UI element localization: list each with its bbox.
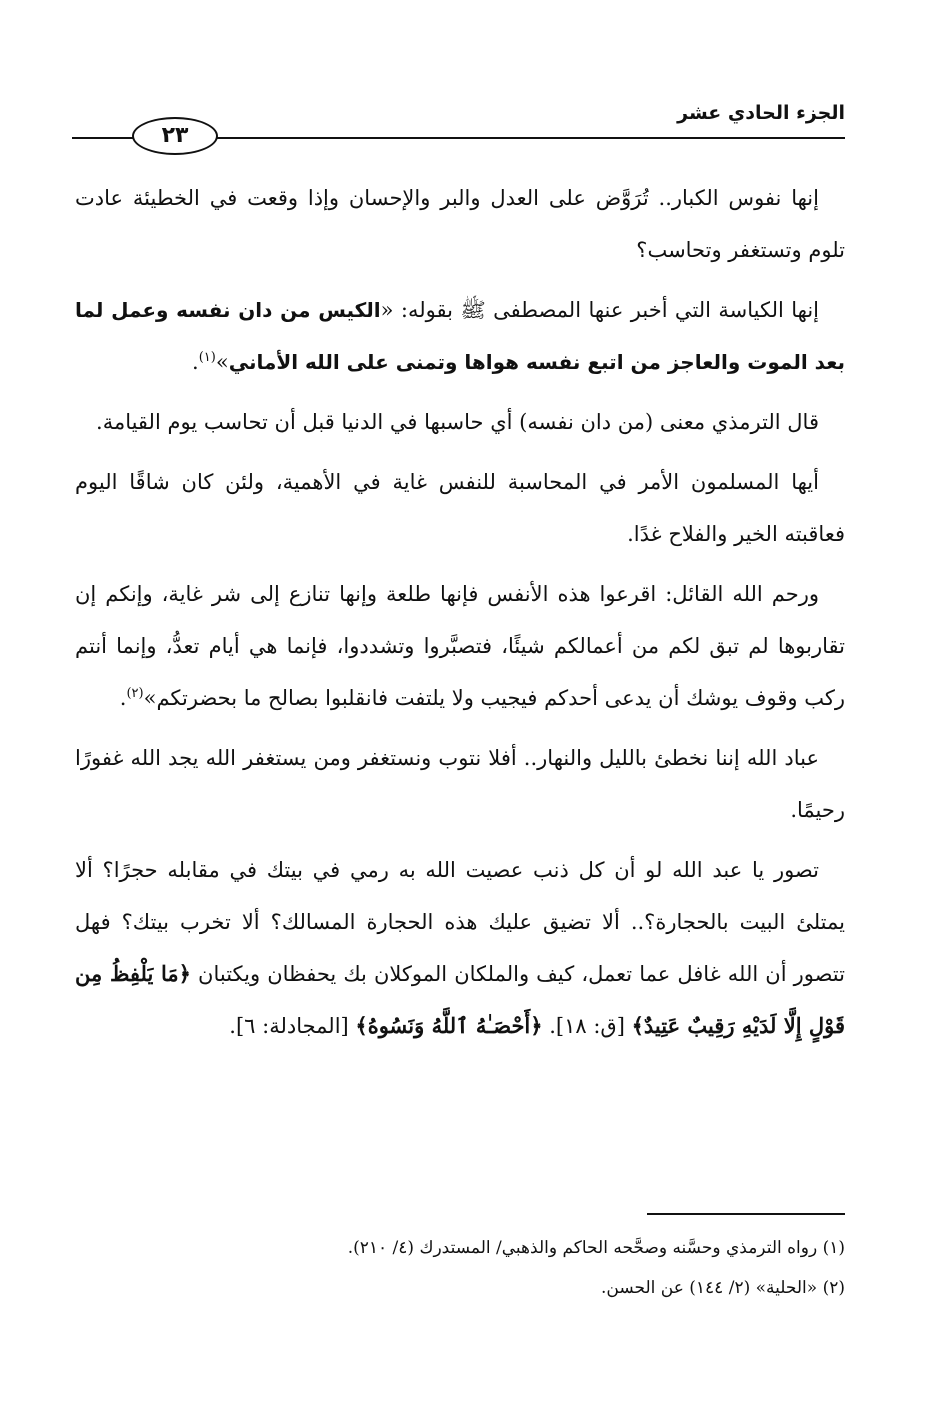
footnote-1: (١) رواه الترمذي وحسَّنه وصحَّحه الحاكم والذهبي/ المستدرك (٤/ ٢١٠). bbox=[347, 1238, 845, 1258]
footnote-separator bbox=[647, 1213, 845, 1215]
paragraph-6 bbox=[75, 732, 845, 836]
paragraph-lead: إنها الكياسة التي أخبر عنها المصطفى ﷺ بقوله: « bbox=[380, 298, 819, 322]
paragraph-4 bbox=[75, 456, 845, 560]
paragraph-text: عباد الله إننا نخطئ بالليل والنهار.. أفلا نتوب ونستغفر ومن يستغفر الله يجد الله غفورًا رحيمًا. bbox=[75, 746, 845, 822]
footnote-ref-1: (١) bbox=[198, 350, 216, 365]
page-number-badge: ٢٣ bbox=[132, 117, 218, 155]
verse-reference-2: [المجادلة: ٦]. bbox=[229, 1014, 356, 1038]
paragraph-2 bbox=[75, 284, 845, 388]
quote-close: » bbox=[215, 350, 229, 374]
footnotes bbox=[75, 1228, 845, 1308]
quran-verse-1: ﴿مَا يَلْفِظُ مِن قَوْلٍ إِلَّا لَدَيْهِ رَقِيبٌ عَتِيدٌ﴾ bbox=[75, 961, 845, 1038]
paragraph-1 bbox=[75, 172, 845, 276]
verse-reference-1: [ق: ١٨]. bbox=[542, 1014, 632, 1038]
paragraph-5 bbox=[75, 568, 845, 724]
paragraph-text: إنها نفوس الكبار.. تُرَوَّض على العدل والبر والإحسان وإذا وقعت في الخطيئة عادت تلوم وتستغفر وتحاسب؟ bbox=[75, 186, 845, 262]
paragraph-tail: . bbox=[192, 350, 199, 374]
paragraph-3 bbox=[75, 396, 845, 448]
main-text bbox=[75, 172, 845, 1060]
paragraph-7 bbox=[75, 844, 845, 1052]
hadith-quote: الكيس من دان نفسه وعمل لما بعد الموت والعاجز من اتبع نفسه هواها وتمنى على الله الأماني bbox=[75, 298, 845, 374]
paragraph-text: أيها المسلمون الأمر في المحاسبة للنفس غاية في الأهمية، ولئن كان شاقًا اليوم فعاقبته الخير والفلاح غدًا. bbox=[75, 470, 845, 546]
paragraph-text: تصور يا عبد الله لو أن كل ذنب عصيت الله به رمي في بيتك في مقابله حجرًا؟ ألا يمتلئ البيت بالحجارة؟.. ألا تضيق عليك هذه الحجارة المسالك؟ ألا تخرب بيتك؟ فهل تتصور أن الله غافل عما تعمل، كيف والملكان الموكلان بك يحفظان ويكتبان bbox=[75, 858, 845, 986]
footnote-ref-2: (٢) bbox=[126, 686, 144, 701]
paragraph-text: قال الترمذي معنى (من دان نفسه) أي حاسبها في الدنيا قبل أن تحاسب يوم القيامة. bbox=[96, 410, 819, 434]
running-title: الجزء الحادي عشر bbox=[677, 102, 845, 124]
quran-verse-2: ﴿أَحْصَـٰهُ ٱللَّهُ وَنَسُوهُ﴾ bbox=[355, 1013, 543, 1038]
paragraph-tail: . bbox=[119, 686, 127, 710]
footnote-2: (٢) «الحلية» (٢/ ١٤٤) عن الحسن. bbox=[600, 1278, 845, 1298]
paragraph-text: ورحم الله القائل: اقرعوا هذه الأنفس فإنها طلعة وإنها تنازع إلى شر غاية، وإنكم إن تقاربوها لم تبق لكم من أعمالكم شيئًا، فتصبَّروا وتشددوا، فإنما هي أيام تعدُّ، وإنما أنتم ركب وقوف يوشك أن يدعى أحدكم فيجيب ولا يلتفت فانقلبوا بصالح ما بحضرتكم» bbox=[75, 582, 845, 710]
